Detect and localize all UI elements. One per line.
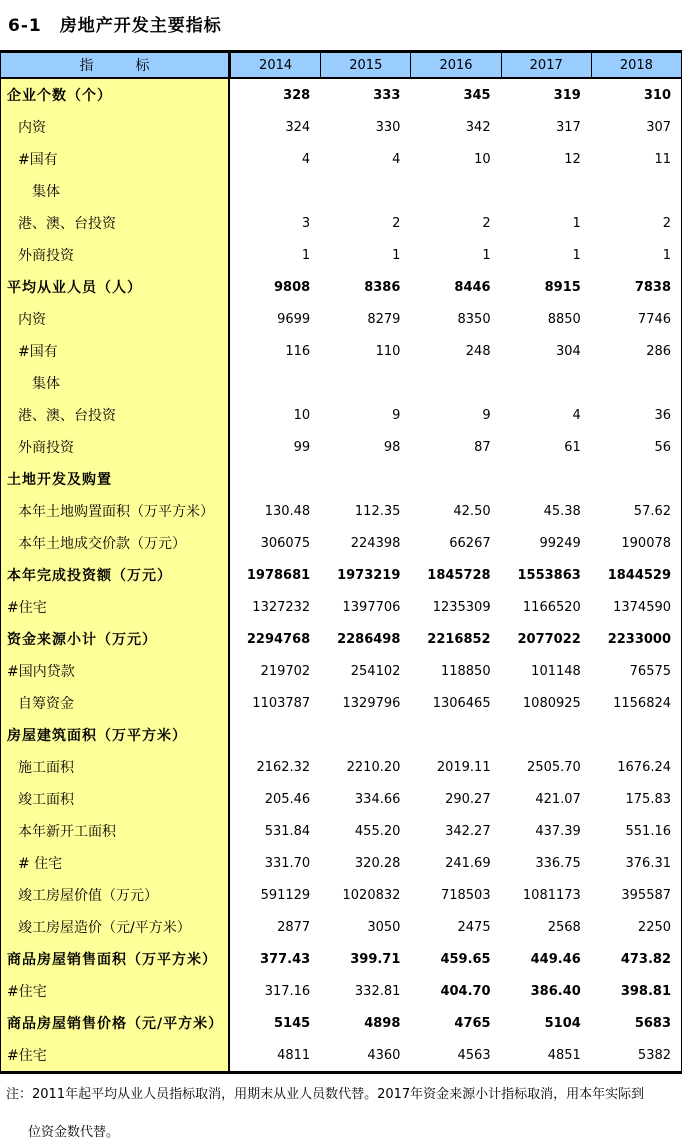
value-cell: 1676.24 <box>617 759 672 775</box>
value-cell: 4 <box>301 151 311 167</box>
value-cell: 2286498 <box>337 631 401 647</box>
row-label: 平均从业人员（人） <box>1 271 230 303</box>
value-cell: 112.35 <box>354 503 401 519</box>
value-cell <box>410 175 500 207</box>
table-row <box>1 719 681 751</box>
value-cell: 98 <box>383 439 401 455</box>
value-cell: 8850 <box>547 311 581 327</box>
row-values <box>230 399 681 431</box>
value-cell <box>501 175 591 207</box>
value-cell: 2077022 <box>517 631 581 647</box>
value-cell: 531.84 <box>264 823 311 839</box>
value-cell: 3050 <box>367 919 401 935</box>
value-cell: 1306465 <box>432 695 491 711</box>
value-cell: 205.46 <box>264 791 311 807</box>
row-label: 集体 <box>1 175 230 207</box>
header-year-2018: 2018 <box>591 53 681 77</box>
value-cell: 9 <box>482 407 491 423</box>
value-cell: 4360 <box>367 1047 401 1063</box>
value-cell <box>501 463 591 495</box>
table-header-row <box>1 53 681 79</box>
value-cell: 4563 <box>457 1047 491 1063</box>
value-cell: 2250 <box>637 919 672 935</box>
value-cell: 87 <box>474 439 491 455</box>
table-row <box>1 687 681 719</box>
value-cell: 8446 <box>454 279 491 295</box>
row-values <box>230 943 681 975</box>
row-label: 自筹资金 <box>1 687 230 719</box>
value-cell: 190078 <box>621 535 672 551</box>
value-cell: 254102 <box>350 663 401 679</box>
value-cell: 306075 <box>260 535 311 551</box>
page-title: 6-1 房地产开发主要指标 <box>8 16 222 36</box>
row-label: 外商投资 <box>1 431 230 463</box>
value-cell: 1327232 <box>252 599 311 615</box>
table-row <box>1 207 681 239</box>
value-cell: 1 <box>572 247 581 263</box>
value-cell: 310 <box>643 87 672 103</box>
row-label: 企业个数（个） <box>1 79 230 111</box>
value-cell: 1080925 <box>522 695 581 711</box>
value-cell: 328 <box>283 87 311 103</box>
table-row <box>1 1039 681 1071</box>
row-values <box>230 271 681 303</box>
indicators-table <box>0 50 682 1074</box>
value-cell: 1374590 <box>613 599 672 615</box>
header-indicator-label: 指 标 <box>1 53 230 77</box>
row-values <box>230 303 681 335</box>
value-cell: 116 <box>285 343 311 359</box>
table-row <box>1 847 681 879</box>
value-cell: 10 <box>293 407 311 423</box>
value-cell: 377.43 <box>260 951 311 967</box>
header-year-2016: 2016 <box>410 53 500 77</box>
value-cell: 332.81 <box>354 983 401 999</box>
value-cell: 317.16 <box>264 983 311 999</box>
row-label: 施工面积 <box>1 751 230 783</box>
row-label: #住宅 <box>1 591 230 623</box>
value-cell: 4898 <box>364 1015 401 1031</box>
row-label: 港、澳、台投资 <box>1 399 230 431</box>
value-cell: 324 <box>285 119 311 135</box>
value-cell: 317 <box>555 119 581 135</box>
value-cell: 437.39 <box>535 823 581 839</box>
row-values <box>230 975 681 1007</box>
value-cell: 118850 <box>440 663 491 679</box>
row-label: 本年土地购置面积（万平方米） <box>1 495 230 527</box>
value-cell: 4 <box>572 407 581 423</box>
row-label: 集体 <box>1 367 230 399</box>
row-label: 内资 <box>1 111 230 143</box>
value-cell: 248 <box>465 343 491 359</box>
value-cell: 56 <box>654 439 672 455</box>
row-label: 土地开发及购置 <box>1 463 230 495</box>
value-cell: 175.83 <box>625 791 672 807</box>
value-cell: 2 <box>482 215 491 231</box>
value-cell: 12 <box>564 151 581 167</box>
row-label: 外商投资 <box>1 239 230 271</box>
row-label: 竣工面积 <box>1 783 230 815</box>
value-cell: 395587 <box>621 887 672 903</box>
table-row <box>1 943 681 975</box>
row-label: #国有 <box>1 335 230 367</box>
row-values <box>230 815 681 847</box>
row-label: 商品房屋销售价格（元/平方米） <box>1 1007 230 1039</box>
value-cell: 57.62 <box>633 503 672 519</box>
table-row <box>1 783 681 815</box>
value-cell: 3 <box>301 215 311 231</box>
value-cell: 1978681 <box>246 567 311 583</box>
table-row <box>1 367 681 399</box>
row-values <box>230 751 681 783</box>
value-cell: 2233000 <box>607 631 672 647</box>
value-cell <box>591 175 681 207</box>
row-values <box>230 847 681 879</box>
value-cell: 224398 <box>350 535 401 551</box>
row-values <box>230 559 681 591</box>
table-row <box>1 111 681 143</box>
value-cell: 342 <box>465 119 491 135</box>
value-cell: 399.71 <box>350 951 401 967</box>
value-cell: 1235309 <box>432 599 491 615</box>
value-cell: 5382 <box>637 1047 672 1063</box>
value-cell: 333 <box>373 87 401 103</box>
value-cell <box>501 367 591 399</box>
row-values <box>230 527 681 559</box>
row-values <box>230 335 681 367</box>
value-cell: 1 <box>301 247 311 263</box>
value-cell: 1397706 <box>342 599 401 615</box>
row-label: #国内贷款 <box>1 655 230 687</box>
value-cell: 2 <box>392 215 401 231</box>
row-label: 竣工房屋造价（元/平方米） <box>1 911 230 943</box>
value-cell: 307 <box>646 119 672 135</box>
value-cell: 99249 <box>539 535 581 551</box>
value-cell: 4 <box>392 151 401 167</box>
table-row <box>1 1007 681 1039</box>
row-label: #住宅 <box>1 1039 230 1071</box>
value-cell: 2877 <box>277 919 311 935</box>
row-values <box>230 463 681 495</box>
row-values <box>230 911 681 943</box>
row-label: #住宅 <box>1 975 230 1007</box>
value-cell <box>410 463 500 495</box>
value-cell: 7746 <box>637 311 672 327</box>
table-body <box>1 79 681 1071</box>
row-values <box>230 623 681 655</box>
table-row <box>1 591 681 623</box>
value-cell: 342.27 <box>445 823 491 839</box>
table-row <box>1 495 681 527</box>
row-values <box>230 591 681 623</box>
value-cell <box>230 175 320 207</box>
row-values <box>230 79 681 111</box>
table-row <box>1 303 681 335</box>
value-cell: 11 <box>654 151 672 167</box>
value-cell: 130.48 <box>264 503 311 519</box>
value-cell: 9808 <box>274 279 311 295</box>
value-cell: 10 <box>474 151 491 167</box>
value-cell: 2 <box>662 215 672 231</box>
value-cell: 320.28 <box>354 855 401 871</box>
row-label: #国有 <box>1 143 230 175</box>
row-values <box>230 655 681 687</box>
value-cell: 1844529 <box>607 567 672 583</box>
footnote <box>0 1074 682 1143</box>
value-cell: 1 <box>662 247 672 263</box>
value-cell: 2019.11 <box>436 759 491 775</box>
header-year-2017: 2017 <box>501 53 591 77</box>
value-cell: 8386 <box>364 279 401 295</box>
value-cell: 8279 <box>367 311 401 327</box>
table-row <box>1 431 681 463</box>
table-row <box>1 271 681 303</box>
value-cell: 8350 <box>457 311 491 327</box>
value-cell: 473.82 <box>620 951 672 967</box>
row-values <box>230 175 681 207</box>
value-cell: 421.07 <box>535 791 581 807</box>
table-row <box>1 463 681 495</box>
value-cell <box>591 367 681 399</box>
value-cell <box>230 367 320 399</box>
value-cell: 76575 <box>629 663 672 679</box>
table-row <box>1 143 681 175</box>
value-cell: 1 <box>392 247 401 263</box>
value-cell: 330 <box>375 119 401 135</box>
value-cell <box>320 463 410 495</box>
row-values <box>230 783 681 815</box>
value-cell: 110 <box>375 343 401 359</box>
value-cell: 1845728 <box>427 567 491 583</box>
table-row <box>1 79 681 111</box>
table-row <box>1 623 681 655</box>
value-cell: 331.70 <box>264 855 311 871</box>
row-label: 港、澳、台投资 <box>1 207 230 239</box>
value-cell: 1553863 <box>517 567 581 583</box>
value-cell: 241.69 <box>445 855 491 871</box>
row-label: # 住宅 <box>1 847 230 879</box>
value-cell: 2505.70 <box>527 759 581 775</box>
value-cell <box>230 719 320 751</box>
value-cell: 290.27 <box>445 791 491 807</box>
value-cell: 455.20 <box>354 823 401 839</box>
row-values <box>230 495 681 527</box>
value-cell: 1 <box>482 247 491 263</box>
value-cell: 4765 <box>454 1015 491 1031</box>
table-row <box>1 335 681 367</box>
table-row <box>1 655 681 687</box>
row-label: 商品房屋销售面积（万平方米） <box>1 943 230 975</box>
value-cell: 219702 <box>260 663 311 679</box>
value-cell <box>591 463 681 495</box>
row-values <box>230 367 681 399</box>
row-label: 资金来源小计（万元） <box>1 623 230 655</box>
table-row <box>1 911 681 943</box>
value-cell <box>320 719 410 751</box>
value-cell: 1103787 <box>252 695 311 711</box>
value-cell: 2568 <box>547 919 581 935</box>
row-values <box>230 719 681 751</box>
value-cell: 9699 <box>277 311 311 327</box>
row-label: 本年新开工面积 <box>1 815 230 847</box>
value-cell <box>591 719 681 751</box>
value-cell: 2294768 <box>246 631 311 647</box>
value-cell: 2210.20 <box>346 759 401 775</box>
table-row <box>1 527 681 559</box>
table-row <box>1 399 681 431</box>
value-cell: 5104 <box>544 1015 581 1031</box>
value-cell: 5683 <box>634 1015 672 1031</box>
row-label: 房屋建筑面积（万平方米） <box>1 719 230 751</box>
value-cell: 336.75 <box>535 855 581 871</box>
value-cell: 1156824 <box>613 695 672 711</box>
value-cell: 45.38 <box>543 503 581 519</box>
row-values <box>230 1007 681 1039</box>
value-cell: 4811 <box>277 1047 311 1063</box>
value-cell: 591129 <box>260 887 311 903</box>
value-cell: 99 <box>293 439 311 455</box>
row-values <box>230 111 681 143</box>
row-values <box>230 431 681 463</box>
table-row <box>1 751 681 783</box>
value-cell: 1329796 <box>342 695 401 711</box>
value-cell: 376.31 <box>625 855 672 871</box>
value-cell: 398.81 <box>620 983 672 999</box>
value-cell: 551.16 <box>625 823 672 839</box>
row-label: 本年土地成交价款（万元） <box>1 527 230 559</box>
value-cell: 459.65 <box>440 951 491 967</box>
value-cell: 7838 <box>634 279 672 295</box>
row-values <box>230 143 681 175</box>
value-cell: 42.50 <box>453 503 491 519</box>
value-cell: 2216852 <box>427 631 491 647</box>
value-cell: 1166520 <box>522 599 581 615</box>
value-cell: 386.40 <box>530 983 581 999</box>
value-cell: 9 <box>392 407 401 423</box>
value-cell: 345 <box>463 87 491 103</box>
row-values <box>230 1039 681 1071</box>
value-cell: 1 <box>572 215 581 231</box>
value-cell: 319 <box>553 87 581 103</box>
value-cell: 304 <box>555 343 581 359</box>
table-row <box>1 815 681 847</box>
row-values <box>230 239 681 271</box>
value-cell: 1081173 <box>522 887 581 903</box>
row-label: 内资 <box>1 303 230 335</box>
footnote-line-2: 位资金数代替。 <box>28 1125 120 1140</box>
value-cell <box>410 367 500 399</box>
value-cell: 66267 <box>449 535 491 551</box>
value-cell: 404.70 <box>440 983 491 999</box>
value-cell: 449.46 <box>530 951 581 967</box>
value-cell: 36 <box>654 407 672 423</box>
footnote-line-1: 注：2011年起平均从业人员指标取消，用期末从业人员数代替。2017年资金来源小计指标取消，用本年实际到 <box>6 1087 645 1102</box>
value-cell: 5145 <box>274 1015 311 1031</box>
header-year-2014: 2014 <box>230 53 320 77</box>
value-cell: 2475 <box>457 919 491 935</box>
value-cell: 2162.32 <box>256 759 311 775</box>
header-year-2015: 2015 <box>320 53 410 77</box>
value-cell: 286 <box>646 343 672 359</box>
value-cell: 334.66 <box>354 791 401 807</box>
value-cell <box>320 175 410 207</box>
row-label: 本年完成投资额（万元） <box>1 559 230 591</box>
value-cell: 718503 <box>440 887 491 903</box>
row-values <box>230 879 681 911</box>
table-row <box>1 975 681 1007</box>
table-row <box>1 239 681 271</box>
value-cell: 1020832 <box>342 887 401 903</box>
value-cell: 8915 <box>544 279 581 295</box>
table-row <box>1 559 681 591</box>
value-cell <box>230 463 320 495</box>
row-values <box>230 207 681 239</box>
table-row <box>1 879 681 911</box>
value-cell: 61 <box>564 439 581 455</box>
table-row <box>1 175 681 207</box>
value-cell: 101148 <box>531 663 581 679</box>
row-label: 竣工房屋价值（万元） <box>1 879 230 911</box>
value-cell <box>320 367 410 399</box>
value-cell <box>501 719 591 751</box>
row-values <box>230 687 681 719</box>
value-cell: 1973219 <box>337 567 401 583</box>
value-cell: 4851 <box>547 1047 581 1063</box>
value-cell <box>410 719 500 751</box>
